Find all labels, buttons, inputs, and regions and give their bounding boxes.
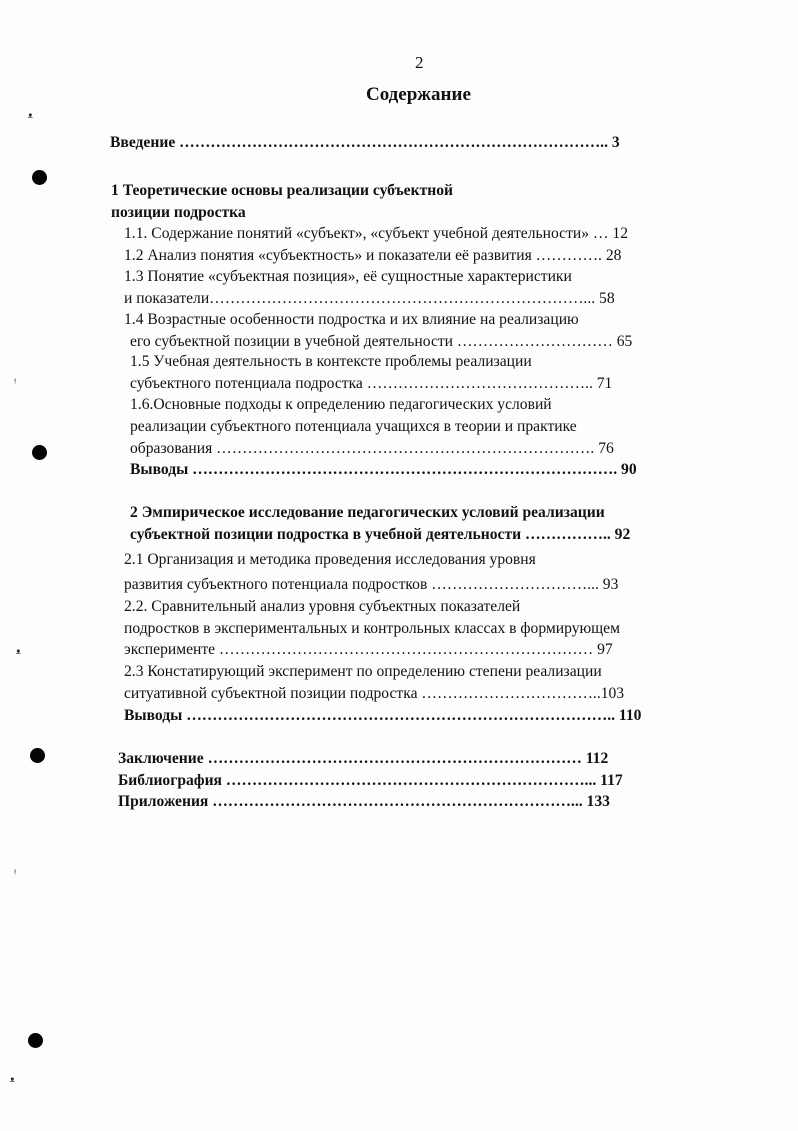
toc-chapter-2-conclusions: Выводы ……………………………………………………………………….. 110: [124, 707, 642, 724]
toc-section-1-6-cont: реализации субъектного потенциала учащихся в теории и практике: [130, 418, 577, 435]
toc-appendices: Приложения ……………………………………………………………... 133: [118, 793, 610, 810]
scan-speck: ᵜ: [28, 110, 33, 124]
binder-hole: [32, 445, 47, 460]
toc-section-2-1-cont: развития субъектного потенциала подростков …………………………... 93: [124, 576, 619, 593]
toc-section-1-6-cont2: образования ………………………………………………………………. 76: [130, 440, 614, 457]
page-number: 2: [415, 53, 424, 72]
toc-section-2-1: 2.1 Организация и методика проведения исследования уровня: [124, 551, 536, 568]
scan-speck: ᵎ: [14, 866, 17, 880]
toc-section-2-2-cont: подростков в экспериментальных и контрольных классах в формирующем: [124, 620, 620, 637]
scan-speck: ᵜ: [10, 1074, 15, 1088]
toc-conclusion: Заключение ……………………………………………………………… 112: [118, 750, 609, 767]
toc-section-2-3: 2.3 Констатирующий эксперимент по определению степени реализации: [124, 663, 602, 680]
toc-section-1-6: 1.6.Основные подходы к определению педагогических условий: [130, 396, 552, 413]
toc-section-2-3-cont: ситуативной субъектной позиции подростка ……………………………..103: [124, 685, 625, 702]
toc-section-1-3-cont: и показатели………………………………………………………………... 58: [124, 290, 615, 307]
toc-section-1-2: 1.2 Анализ понятия «субъектность» и показатели её развития …………. 28: [124, 247, 622, 264]
binder-hole: [30, 748, 45, 763]
page-title: Содержание: [366, 84, 471, 105]
toc-bibliography: Библиография ……………………………………………………………... 117: [118, 772, 623, 789]
toc-section-1-4: 1.4 Возрастные особенности подростка и их влияние на реализацию: [124, 311, 579, 328]
toc-section-1-4-cont: его субъектной позиции в учебной деятельности ………………………… 65: [130, 333, 633, 350]
toc-chapter-1-heading-cont: позиции подростка: [111, 204, 246, 221]
binder-hole: [32, 170, 47, 185]
toc-chapter-2-heading: 2 Эмпирическое исследование педагогических условий реализации: [130, 504, 605, 521]
toc-intro: Введение ……………………………………………………………………….. 3: [110, 134, 620, 151]
toc-chapter-1-heading: 1 Теоретические основы реализации субъектной: [111, 182, 453, 199]
toc-section-1-5-cont: субъектного потенциала подростка …………………………………….. 71: [130, 375, 613, 392]
toc-chapter-2-heading-cont: субъектной позиции подростка в учебной деятельности …………….. 92: [130, 526, 631, 543]
toc-section-1-1: 1.1. Содержание понятий «субъект», «субъект учебной деятельности» … 12: [124, 225, 629, 242]
toc-section-2-2-cont2: эксперименте ……………………………………………………………… 97: [124, 641, 613, 658]
scan-speck: ᵎ: [14, 375, 17, 389]
toc-section-1-3: 1.3 Понятие «субъектная позиция», её сущностные характеристики: [124, 268, 572, 285]
scan-speck: ᵜ: [16, 646, 21, 660]
toc-section-2-2: 2.2. Сравнительный анализ уровня субъектных показателей: [124, 598, 521, 615]
toc-chapter-1-conclusions: Выводы ………………………………………………………………………. 90: [130, 461, 637, 478]
binder-hole: [28, 1033, 43, 1048]
toc-section-1-5: 1.5 Учебная деятельность в контексте проблемы реализации: [130, 353, 532, 370]
